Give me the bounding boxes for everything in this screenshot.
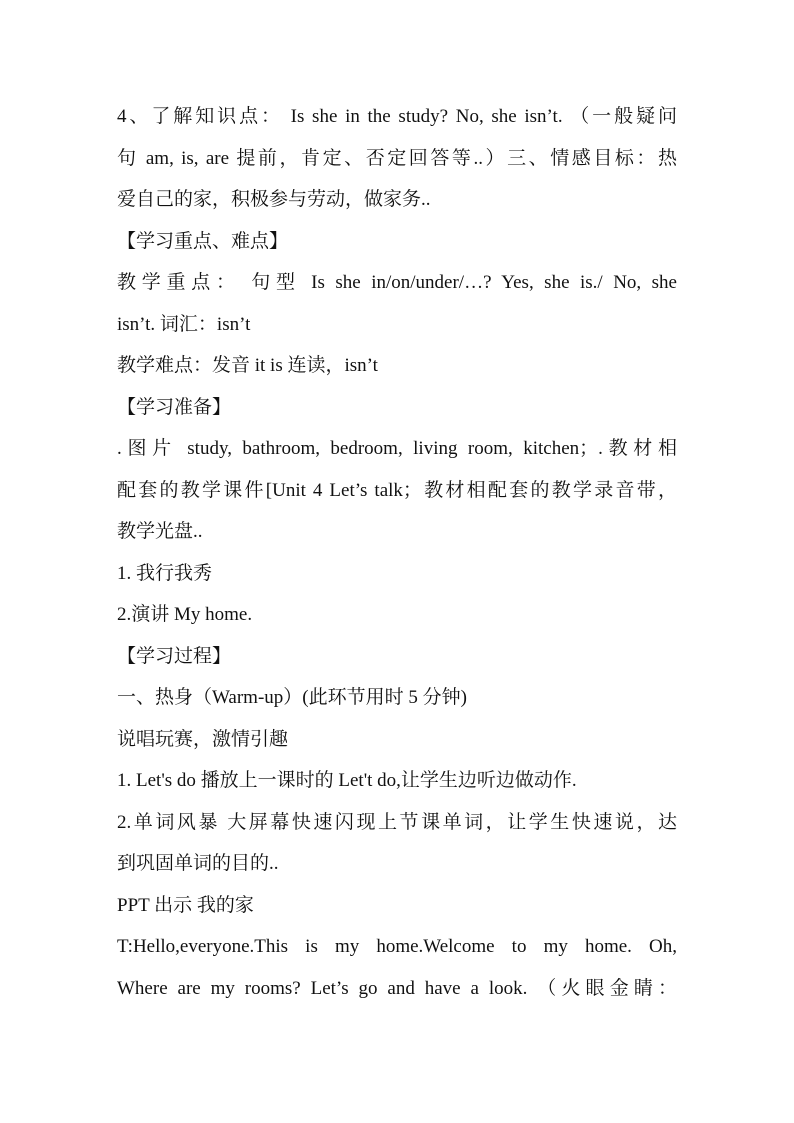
document-body [117, 96, 677, 1009]
text-line-chant-game: 说唱玩赛，激情引趣 [117, 728, 289, 750]
text-line-question-rules: 句 am, is, are 提前，肯定、否定回答等..）三、情感目标：热 [117, 147, 677, 169]
text-line-pictures: .图片 study, bathroom, bedroom, living room, kitchen；.教材相 [117, 438, 677, 459]
section-heading-process: 【学习过程】 [117, 645, 232, 667]
text-line-ppt: PPT 出示 我的家 [117, 894, 254, 916]
text-line-teacher-hello: T:Hello,everyone.This is my home.Welcome to my home. Oh, [117, 936, 677, 957]
list-item-show: 1. 我行我秀 [117, 562, 213, 584]
text-line-disc: 教学光盘.. [117, 521, 203, 542]
text-line-knowledge-point: 4、了解知识点： Is she in the study? No, she isn’t. （一般疑问 [117, 106, 677, 127]
text-line-courseware: 配套的教学课件[Unit 4 Let’s talk；教材相配套的教学录音带， [117, 479, 677, 501]
list-item-speech: 2.演讲 My home. [117, 604, 253, 625]
text-line-vocabulary: isn’t. 词汇：isn’t [117, 313, 251, 335]
text-line-teaching-difficulty: 教学难点：发音 it is 连读，isn’t [117, 355, 378, 376]
section-heading-preparation: 【学习准备】 [117, 396, 232, 418]
text-line-teaching-focus: 教学重点： 句型 Is she in/on/under/…? Yes, she is./ No, she [117, 272, 677, 293]
text-line-warm-up: 一、热身（Warm-up）(此环节用时 5 分钟) [117, 687, 467, 708]
list-item-lets-do: 1. Let's do 播放上一课时的 Let't do,让学生边听边做动作. [117, 770, 577, 791]
list-item-word-storm: 2.单词风暴 大屏幕快速闪现上节课单词，让学生快速说，达 [117, 811, 677, 833]
section-heading-key-points: 【学习重点、难点】 [117, 230, 289, 252]
text-line-teacher-rooms: Where are my rooms? Let’s go and have a look. （火眼金睛： [117, 977, 677, 999]
text-line-emotion-goal: 爱自己的家，积极参与劳动，做家务.. [117, 189, 431, 210]
text-line-word-storm-goal: 到巩固单词的目的.. [117, 853, 279, 874]
